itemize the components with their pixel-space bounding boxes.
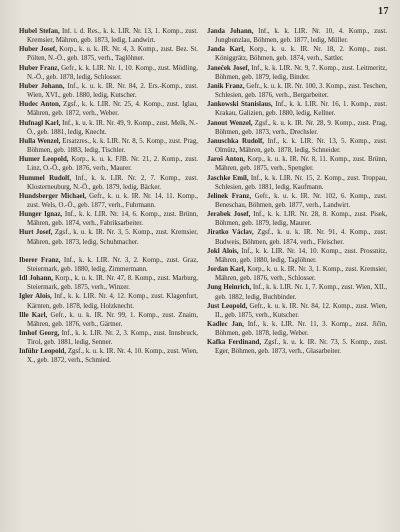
entry-name: Jokl Alois, (207, 247, 239, 255)
register-entry (19, 155, 198, 173)
entry-name: Ille Karl, (19, 311, 48, 319)
entry-details: Inf., k. k. LIR. Nr. 4, 12. Komp., zust. Klagenfurt, Kärnten, geb. 1878, ledig, Holzknecht. (27, 293, 198, 310)
entry-name: Jankowski Stanislaus, (207, 101, 273, 109)
register-entry (207, 265, 387, 283)
register-entry (207, 192, 387, 210)
entry-name: Jaschke Emil, (207, 174, 249, 182)
entry-name: Igler Alois, (19, 293, 52, 301)
register-entry (19, 292, 198, 310)
entry-details: Zgsf., k. u. k. IR. Nr. 73, 5. Komp., zust. Eger, Böhmen, geb. 1873, verh., Glasarbeiter. (215, 339, 387, 356)
register-entry (19, 274, 198, 292)
entry-name: Humer Leopold, (19, 156, 69, 164)
register-entry (207, 100, 387, 118)
entry-details: Korp., k. u. k. IR. Nr. 4, 3. Komp., zust. Bez. St. Pölten, N.-Ö., geb. 1875, verh., Taglöhner. (27, 46, 198, 63)
entry-details: Inf., k. k. LIR. Nr. 2, 3. Komp., zust. Innsbruck, Tirol, geb. 1881, ledig, Senner. (27, 330, 198, 347)
entry-name: Janout Wenzel, (207, 119, 253, 127)
entry-details: Ersatzres., k. k. LIR. Nr. 8, 5. Komp., zust. Prag, Böhmen, geb. 1883, ledig, Tischler. (27, 137, 198, 155)
entry-name: Huber Johann, (19, 82, 65, 90)
entry-details: Inf., k. k. LIR. Nr. 11, 3. Komp., zust. Jičin, Böhmen, geb. 1878, ledig, Weber. (215, 321, 387, 338)
register-entry (207, 45, 387, 63)
entry-details: Inf. i. d. Res., k. k. LIR. Nr. 13, 1. Komp., zust. Kremsier, Mähren, geb. 1873, ledig, Landwirt. (27, 28, 198, 45)
register-entry (19, 45, 198, 63)
entry-details: Zgsf., k. u. k. IR. Nr. 91, 4. Komp., zust. Budweis, Böhmen, geb. 1874, verh., Fleischer. (215, 229, 387, 246)
entry-details: Gefr., k. u. k. IR. Nr. 102, 6. Komp., zust. Beneschau, Böhmen, geb. 1877, verh., Landwirt. (215, 192, 387, 209)
register-entry (19, 210, 198, 228)
register-entry (19, 329, 198, 347)
entry-details: Inf., k. k. LIR. Nr. 28, 8. Komp., zust. Pisek, Böhmen, geb. 1879, ledig, Maurer. (215, 211, 387, 228)
entry-details: Inf., k. u. k. IR. Nr. 49, 9. Komp., zust. Melk, N.-Ö., geb. 1881, ledig, Knecht. (27, 119, 198, 136)
entry-name: Hundsberger Michael, (19, 192, 87, 200)
entry-name: Januschka Rudolf, (207, 137, 265, 145)
entry-details: Inf., k. k. LIR. Nr. 15, 2. Komp., zust. Troppau, Schlesien, geb. 1881, ledig, Kaufmann. (215, 174, 387, 191)
register-entry (19, 100, 198, 118)
register-entry (19, 347, 198, 365)
register-entry (19, 311, 198, 329)
entry-name: Inführ Leopold, (19, 348, 67, 356)
entry-details: Inf., k. u. k. IR. Nr. 84, 2. Ers.-Komp., zust. Wien, XVI., geb. 1880, ledig, Kutscher. (27, 82, 198, 100)
entry-details: Zgsf., k. k. LIR. Nr. 25, 4. Komp., zust. Iglau, Mähren, geb. 1872, verh., Weber. (27, 101, 198, 118)
entry-name: Iberer Franz, (19, 256, 61, 264)
entry-details: Inf., k. k. LIR. Nr. 16, 1. Komp., zust. Krakau, Galizien, geb. 1880, ledig, Kellner. (215, 101, 387, 118)
entry-name: Idl Johann, (19, 275, 53, 283)
register-entry (207, 320, 387, 338)
entry-name: Hubel Stefan, (19, 28, 60, 35)
entry-name: Jordan Karl, (207, 266, 246, 274)
entry-details: Korp., k. u. k. IR. Nr. 47, 8. Komp., zust. Marburg, Steiermark, geb. 1875, verh., Winzer. (27, 275, 198, 292)
register-entry (207, 119, 387, 137)
entry-name: Hulla Wenzel, (19, 137, 61, 145)
entry-name: Jelinek Franz, (207, 192, 252, 200)
register-entry (19, 82, 198, 100)
entry-name: Janik Franz, (207, 82, 245, 90)
register-entry (19, 192, 198, 210)
register-entry (19, 64, 198, 82)
register-entry (207, 137, 387, 155)
register-entry (207, 283, 387, 301)
entry-name: Just Leopold, (207, 302, 248, 310)
entry-details: Inf., k. k. LIR. Nr. 13, 5. Komp., zust. Olmütz, Mähren, geb. 1878, ledig, Schneider. (215, 137, 387, 155)
entry-name: Kafka Ferdinand, (207, 339, 262, 347)
entry-name: Hudec Anton, (19, 101, 61, 109)
entry-name: Jung Heinrich, (207, 284, 252, 292)
register-entry (207, 338, 387, 356)
entry-name: Jaroš Anton, (207, 156, 246, 164)
entry-details: Inf., k. k. LIR. Nr. 9, 7. Komp., zust. Leitmeritz, Böhmen, geb. 1879, ledig, Binder. (215, 64, 387, 81)
register-entry (19, 228, 198, 246)
register-section-right (207, 27, 387, 357)
entry-details: Gefr., k. u. k. IR. Nr. 100, 3. Komp., zust. Teschen, Schlesien, geb. 1876, verh., Bergarbeiter. (215, 82, 387, 100)
entry-name: Imhof Georg, (19, 330, 60, 337)
entry-name: Janda Johann, (207, 28, 254, 35)
entry-details: Korp., k. u. k. IR. Nr. 8, 11. Komp., zust. Brünn, Mähren, geb. 1875, verh., Spengler. (215, 156, 387, 173)
entry-name: Jerabek Josef, (207, 211, 251, 219)
entry-details: Zgsf., k. u. k. IR. Nr. 3, 5. Komp., zust. Kremsier, Mähren, geb. 1873, ledig, Schuhmacher. (27, 229, 198, 246)
register-entry (207, 228, 387, 246)
entry-name: Hurt Josef, (19, 229, 53, 237)
entry-details: Inf., k. k. LIR. Nr. 3, 2. Komp., zust. Graz, Steiermark, geb. 1880, ledig, Zimmermann. (27, 256, 198, 273)
register-entry (207, 82, 387, 100)
register-entry (19, 256, 198, 274)
entry-name: Hunger Ignaz, (19, 211, 63, 219)
entry-details: Korp., k. u. k. IR. Nr. 18, 2. Komp., zust. Königgrätz, Böhmen, geb. 1874, verh., Sattler. (215, 46, 387, 63)
entry-details: Zgsf., k. u. k. IR. Nr. 4, 10. Komp., zust. Wien, X., geb. 1872, verh., Schmied. (27, 348, 198, 365)
right-column (207, 27, 387, 527)
entry-details: Gefr., k. u. k. IR. Nr. 14, 11. Komp., zust. Wels, O.-Ö., geb. 1877, verh., Fuhrmann. (27, 192, 198, 209)
left-column (19, 27, 198, 527)
register-entry (207, 155, 387, 173)
entry-details: Inf., k. k. LIR. Nr. 2, 7. Komp., zust. Klosterneuburg, N.-Ö., geb. 1879, ledig, Bäcker. (27, 174, 198, 191)
register-entry (207, 27, 387, 45)
entry-name: Hummel Rudolf, (19, 174, 72, 182)
section-divider (19, 247, 198, 256)
register-entry (207, 174, 387, 192)
entry-name: Janeček Josef, (207, 64, 250, 72)
register-entry (207, 210, 387, 228)
page-number: 17 (378, 6, 389, 17)
entry-details: Inf., k. k. LIR. Nr. 1, 7. Komp., zust. Wien, XII., geb. 1882, ledig, Buchbinder. (215, 284, 387, 301)
register-section-b (19, 256, 198, 366)
entry-details: Korp., k. u. k. FJB. Nr. 21, 2. Komp., zust. Linz, O.-Ö., geb. 1876, verh., Maurer. (27, 156, 198, 173)
entry-name: Janda Karl, (207, 46, 245, 54)
register-section-a (19, 27, 198, 247)
entry-details: Gefr., k. u. k. IR. Nr. 99, 1. Komp., zust. Znaim, Mähren, geb. 1876, verh., Gärtner. (27, 311, 198, 328)
entry-details: Inf., k. k. LIR. Nr. 10, 4. Komp., zust. Jungbunzlau, Böhmen, geb. 1877, ledig, Müller. (215, 28, 387, 45)
register-entry (19, 137, 198, 155)
entry-details: Zgsf., k. u. k. IR. Nr. 28, 9. Komp., zust. Prag, Böhmen, geb. 1873, verh., Drechsler. (215, 119, 387, 136)
entry-name: Huber Josef, (19, 46, 57, 54)
entry-name: Jiratko Václav, (207, 229, 254, 237)
entry-details: Korp., k. u. k. IR. Nr. 3, 1. Komp., zust. Kremsier, Mähren, geb. 1876, verh., Schlosser. (215, 266, 387, 283)
entry-details: Inf., k. k. LIR. Nr. 14, 6. Komp., zust. Brünn, Mähren, geb. 1874, verh., Fabriksarbeiter. (27, 211, 198, 228)
register-entry (207, 247, 387, 265)
entry-name: Huber Franz, (19, 64, 60, 72)
entry-details: Gefr., k. k. LIR. Nr. 1, 10. Komp., zust. Mödling, N.-Ö., geb. 1878, ledig, Schlosser. (27, 64, 198, 81)
register-entry (207, 64, 387, 82)
entry-details: Inf., k. k. LIR. Nr. 14, 10. Komp., zust. Prossnitz, Mähren, geb. 1880, ledig, Taglöhner. (215, 247, 387, 264)
register-entry (19, 27, 198, 45)
register-entry (207, 302, 387, 320)
register-entry (19, 174, 198, 192)
entry-name: Hufnagl Karl, (19, 119, 61, 127)
entry-details: Gefr., k. u. k. IR. Nr. 84, 12. Komp., zust. Wien, II., geb. 1875, verh., Kutscher. (215, 302, 387, 319)
entry-name: Kadlec Jan, (207, 321, 244, 328)
register-entry (19, 119, 198, 137)
